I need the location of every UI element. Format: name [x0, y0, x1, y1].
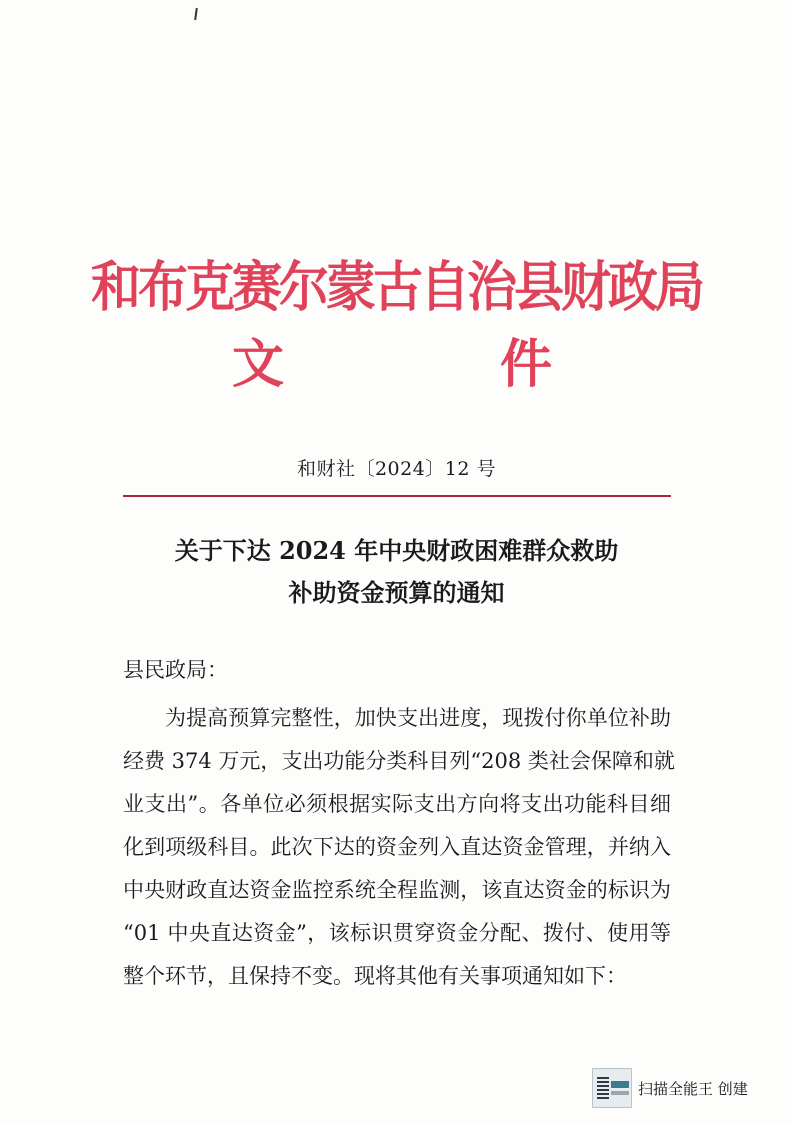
red-divider-line — [123, 495, 671, 497]
salutation: 县民政局： — [123, 658, 228, 682]
body-line: “01 中央直达资金”，该标识贯穿资金分配、拨付、使用等 — [123, 921, 671, 945]
camscanner-logo-icon — [592, 1068, 632, 1108]
notice-title — [0, 530, 793, 614]
watermark-text: 扫描全能王 创建 — [638, 1079, 748, 1098]
notice-title-line-2: 补助资金预算的通知 — [288, 578, 505, 607]
document-label-char-1: 文 — [232, 335, 285, 395]
body-line: 业支出”。各单位必须根据实际支出方向将支出功能科目细 — [123, 792, 671, 816]
document-label-char-2: 件 — [500, 335, 553, 395]
body-line: 整个环节，且保持不变。现将其他有关事项通知如下： — [123, 964, 627, 988]
scanner-watermark — [592, 1067, 748, 1109]
document-number: 和财社〔2024〕12 号 — [296, 458, 497, 480]
document-label — [0, 330, 793, 400]
body-line: 经费 374 万元，支出功能分类科目列“208 类社会保障和就 — [123, 749, 675, 773]
body-line: 为提高预算完整性，加快支出进度，现拨付你单位补助 — [165, 706, 671, 730]
agency-header-title: 和布克赛尔蒙古自治县财政局 — [91, 255, 702, 319]
body-paragraph — [123, 697, 675, 998]
body-line: 化到项级科目。此次下达的资金列入直达资金管理，并纳入 — [123, 835, 671, 859]
notice-title-line-1: 关于下达 2024 年中央财政困难群众救助 — [174, 536, 619, 565]
body-line: 中央财政直达资金监控系统全程监测，该直达资金的标识为 — [123, 878, 671, 902]
scan-artifact-mark — [194, 8, 198, 20]
